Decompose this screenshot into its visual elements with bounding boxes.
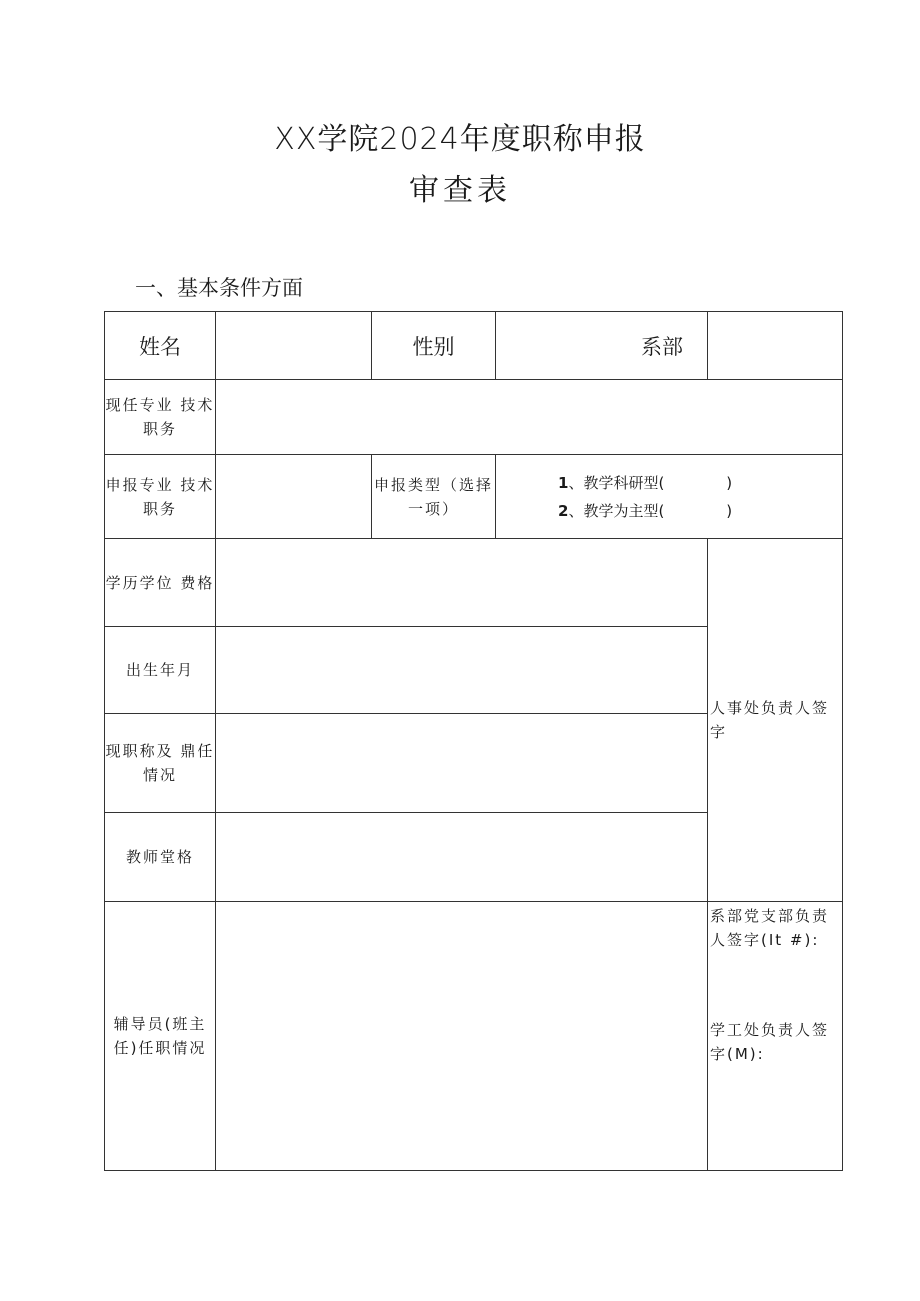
- option-1-text: 、教学科研型(: [568, 473, 665, 492]
- review-form-table: [104, 311, 843, 1171]
- option-1-number: 1: [558, 473, 569, 492]
- current-rank-field[interactable]: [216, 714, 708, 813]
- apply-type-option-1[interactable]: [558, 469, 842, 497]
- birth-field[interactable]: [216, 627, 708, 714]
- document-title-line2: 审查表: [409, 173, 511, 208]
- education-label: 学历学位 费格: [105, 539, 216, 627]
- current-title-label: 现任专业 技术职务: [105, 380, 216, 455]
- section-heading: 一、基本条件方面: [135, 276, 303, 300]
- row-counselor: [105, 902, 843, 1171]
- birth-label: 出生年月: [105, 627, 216, 714]
- teacher-qualification-label: 教师堂格: [105, 813, 216, 902]
- apply-title-label: 申报专业 技术职务: [105, 455, 216, 539]
- counselor-label: 辅导员(班主任)任职情况: [105, 902, 216, 1171]
- counselor-field[interactable]: [216, 902, 708, 1171]
- student-affairs-sign-label: 学工处负责人签字(M):: [710, 1021, 830, 1063]
- document-title-line1: XX学院2024年度职称申报: [274, 122, 646, 157]
- current-rank-label: 现职称及 鼎任情况: [105, 714, 216, 813]
- teacher-qualification-field[interactable]: [216, 813, 708, 902]
- row-apply-title: [105, 455, 843, 539]
- row-education: [105, 539, 843, 627]
- party-branch-sign-label: 系部党支部负责人签字(It #):: [710, 907, 830, 949]
- apply-type-options[interactable]: [496, 455, 843, 539]
- name-label: 姓名: [105, 312, 216, 380]
- option-2-text: 、教学为主型(: [568, 501, 665, 520]
- department-label: 系部: [496, 312, 708, 380]
- option-2-number: 2: [558, 501, 569, 520]
- current-title-field[interactable]: [216, 380, 843, 455]
- apply-title-field[interactable]: [216, 455, 372, 539]
- gender-label: 性别: [372, 312, 496, 380]
- option-1-close: ): [726, 473, 733, 492]
- option-2-close: ): [726, 501, 733, 520]
- row-basic-info: [105, 312, 843, 380]
- row-current-title: [105, 380, 843, 455]
- apply-type-label: 申报类型（选择一项）: [372, 455, 496, 539]
- name-field[interactable]: [216, 312, 372, 380]
- department-field[interactable]: [708, 312, 843, 380]
- sign-cell-party-and-student-affairs[interactable]: [708, 902, 843, 1171]
- apply-type-option-2[interactable]: [558, 497, 842, 525]
- hr-sign-cell[interactable]: 人事处负责人签字: [708, 539, 843, 902]
- education-field[interactable]: [216, 539, 708, 627]
